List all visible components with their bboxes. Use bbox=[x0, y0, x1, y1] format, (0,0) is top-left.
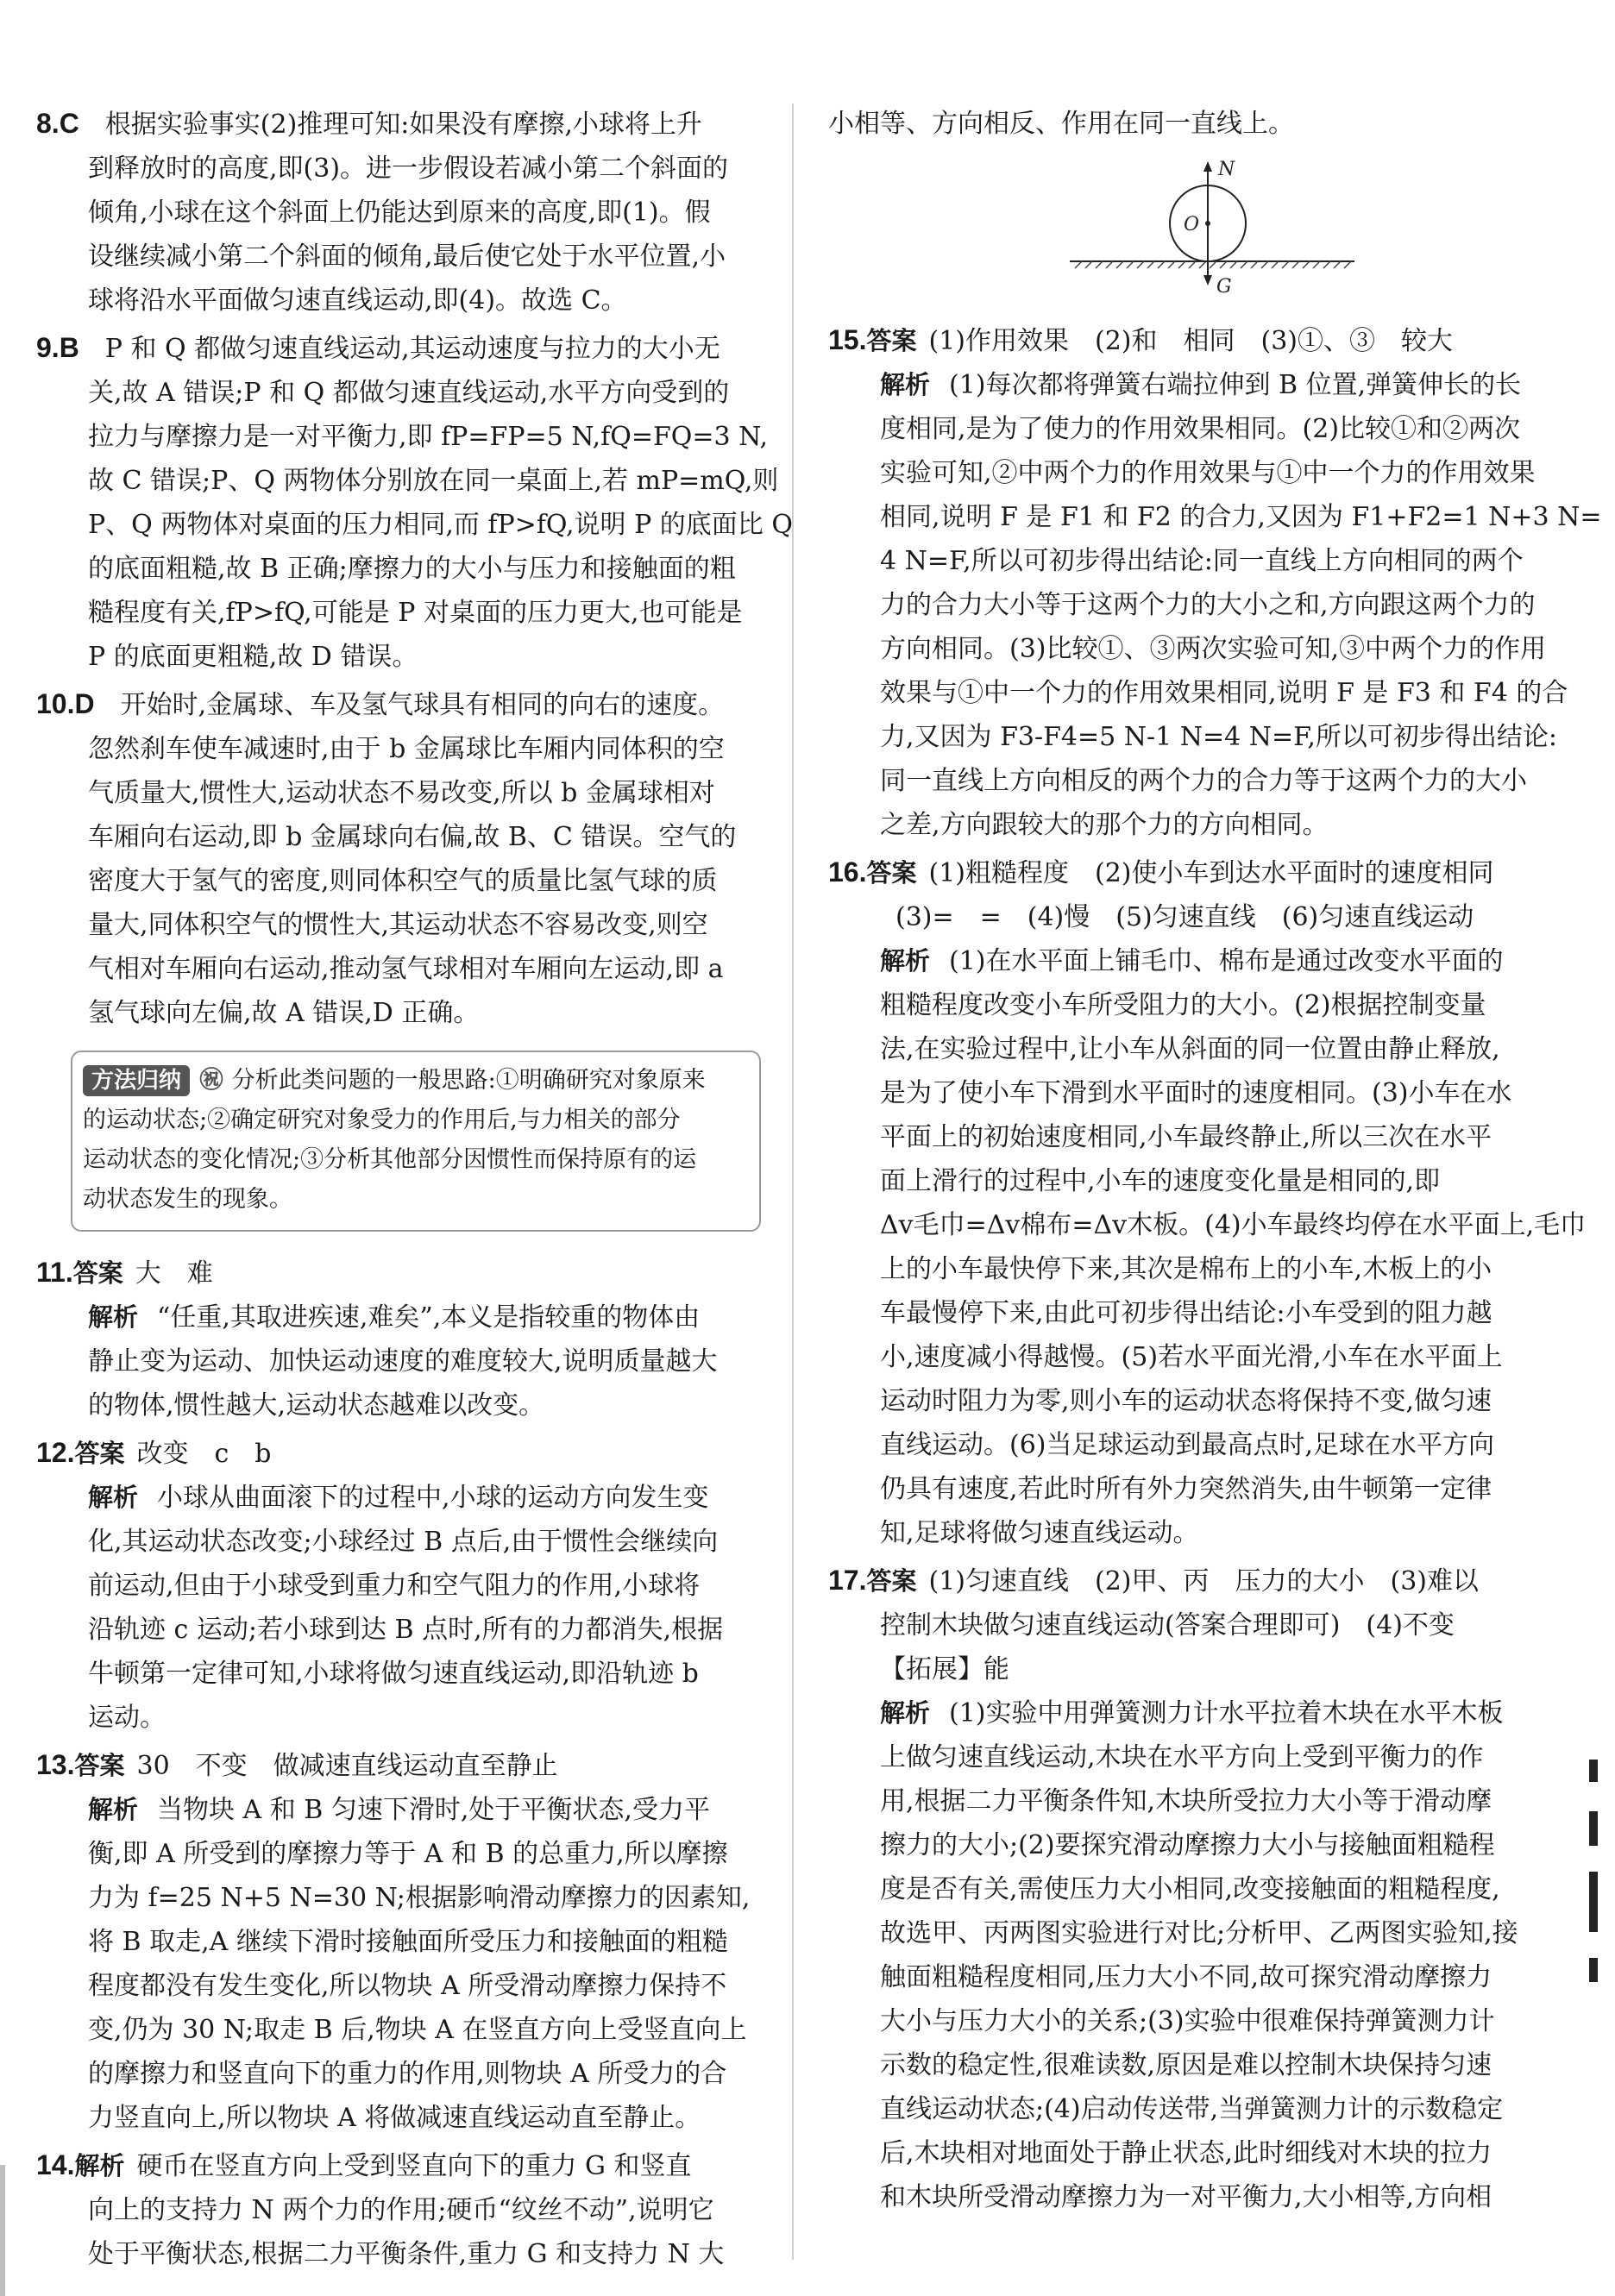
answer-tag: 答案 bbox=[866, 326, 917, 355]
explanation-line: 运动时阻力为零,则小车的运动状态将保持不变,做匀速 bbox=[880, 1386, 1492, 1416]
extension-answer: 【拓展】能 bbox=[880, 1654, 1009, 1684]
answer-text: 30 不变 做减速直线运动直至静止 bbox=[136, 1751, 558, 1781]
explanation-line: 程度都没有发生变化,所以物块 A 所受滑动摩擦力保持不 bbox=[88, 1971, 727, 2001]
explanation-line: 同一直线上方向相反的两个力的合力等于这两个力的大小 bbox=[880, 766, 1527, 796]
explanation-line: 化,其运动状态改变;小球经过 B 点后,由于惯性会继续向 bbox=[88, 1527, 719, 1557]
explanation-line: 触面粗糙程度相同,压力大小不同,故可探究滑动摩擦力 bbox=[880, 1962, 1492, 1992]
explanation-line: 开始时,金属球、车及氢气球具有相同的向右的速度。 bbox=[120, 690, 725, 720]
explanation-line: 后,木块相对地面处于静止状态,此时细线对木块的拉力 bbox=[880, 2138, 1492, 2168]
answer-entry-9 bbox=[36, 326, 793, 679]
analysis-tag: 解析 bbox=[88, 1302, 139, 1332]
explanation-line: 上的小车最快停下来,其次是棉布上的小车,木板上的小 bbox=[880, 1254, 1492, 1284]
answer-tag: 答案 bbox=[74, 1439, 125, 1468]
left-column bbox=[36, 102, 793, 2280]
explanation-line: 力的合力大小等于这两个力的大小之和,方向跟这两个力的 bbox=[880, 590, 1536, 620]
question-number: 10.D bbox=[36, 688, 95, 719]
label-O: O bbox=[1184, 214, 1200, 235]
method-summary-box bbox=[71, 1051, 761, 1232]
answer-text: 控制木块做匀速直线运动(答案合理即可) (4)不变 bbox=[880, 1610, 1455, 1640]
explanation-line: 球将沿水平面做匀速直线运动,即(4)。故选 C。 bbox=[88, 285, 627, 316]
explanation-line: P 的底面更粗糙,故 D 错误。 bbox=[88, 642, 418, 672]
explanation-line: 密度大于氢气的密度,则同体积空气的质量比氢气球的质 bbox=[88, 866, 718, 896]
explanation-line: (1)每次都将弹簧右端拉伸到 B 位置,弹簧伸长的长 bbox=[949, 370, 1522, 400]
question-number: 13. bbox=[36, 1749, 75, 1780]
explanation-line: 拉力与摩擦力是一对平衡力,即 fP=FP=5 N,fQ=FQ=3 N, bbox=[88, 422, 768, 452]
answer-text: (1)匀速直线 (2)甲、丙 压力的大小 (3)难以 bbox=[928, 1566, 1479, 1597]
explanation-line: 气质量大,惯性大,运动状态不易改变,所以 b 金属球相对 bbox=[88, 778, 715, 808]
method-summary-icon: ㊗ bbox=[199, 1067, 223, 1094]
explanation-line: “任重,其取进疾速,难矣”,本义是指较重的物体由 bbox=[157, 1302, 701, 1333]
explanation-line: P 和 Q 都做匀速直线运动,其运动速度与拉力的大小无 bbox=[104, 334, 720, 364]
analysis-tag: 解析 bbox=[880, 946, 931, 975]
answer-entry-16 bbox=[828, 850, 1587, 1555]
answer-entry-15 bbox=[828, 318, 1602, 847]
question-number: 14. bbox=[36, 2149, 75, 2180]
answer-entry-12 bbox=[36, 1431, 763, 1740]
force-diagram bbox=[828, 156, 1544, 311]
explanation-line: 运动。 bbox=[88, 1703, 166, 1733]
explanation-line: 关,故 A 错误;P 和 Q 都做匀速直线运动,水平方向受到的 bbox=[88, 378, 730, 408]
method-line: 动状态发生的现象。 bbox=[83, 1186, 292, 1213]
explanation-line: 方向相同。(3)比较①、③两次实验可知,③中两个力的作用 bbox=[880, 634, 1547, 664]
question-number: 16. bbox=[828, 856, 867, 888]
method-line: 运动状态的变化情况;③分析其他部分因惯性而保持原有的运 bbox=[83, 1146, 697, 1173]
explanation-line: 是为了使小车下滑到水平面时的速度相同。(3)小车在水 bbox=[880, 1078, 1512, 1108]
explanation-line: 面上滑行的过程中,小车的速度变化量是相同的,即 bbox=[880, 1166, 1441, 1196]
page-edge-marks bbox=[1589, 1760, 1601, 2036]
answer-entry-14 bbox=[36, 2143, 763, 2276]
explanation-line: 知,足球将做匀速直线运动。 bbox=[880, 1518, 1199, 1548]
explanation-line: P、Q 两物体对桌面的压力相同,而 fP>fQ,说明 P 的底面比 Q bbox=[88, 510, 793, 540]
explanation-line: 的物体,惯性越大,运动状态越难以改变。 bbox=[88, 1390, 545, 1421]
explanation-line: 相同,说明 F 是 F1 和 F2 的合力,又因为 F1+F2=1 N+3 N= bbox=[880, 502, 1602, 532]
scan-edge bbox=[0, 2165, 5, 2296]
gravity-arrowhead bbox=[1203, 275, 1212, 285]
answer-entry-13 bbox=[36, 1743, 763, 2140]
answer-text: (1)粗糙程度 (2)使小车到达水平面时的速度相同 bbox=[928, 858, 1494, 888]
analysis-tag: 解析 bbox=[880, 370, 931, 399]
explanation-line: (1)实验中用弹簧测力计水平拉着木块在水平木板 bbox=[949, 1698, 1504, 1728]
explanation-line: 直线运动状态;(4)启动传送带,当弹簧测力计的示数稳定 bbox=[880, 2094, 1504, 2124]
method-summary-label: 方法归纳 bbox=[83, 1065, 190, 1096]
question-number: 11. bbox=[36, 1257, 73, 1288]
explanation-line: 和木块所受滑动摩擦力为一对平衡力,大小相等,方向相 bbox=[880, 2182, 1492, 2212]
explanation-line: 量大,同体积空气的惯性大,其运动状态不容易改变,则空 bbox=[88, 910, 708, 940]
explanation-line: 示数的稳定性,很难读数,原因是难以控制木块保持匀速 bbox=[880, 2050, 1492, 2080]
answer-text: (1)作用效果 (2)和 相同 (3)①、③ 较大 bbox=[928, 326, 1453, 356]
answer-tag: 答案 bbox=[866, 1566, 917, 1596]
explanation-line: 车最慢停下来,由此可初步得出结论:小车受到的阻力越 bbox=[880, 1298, 1492, 1328]
explanation-line: 变,仍为 30 N;取走 B 后,物块 A 在竖直方向上受竖直向上 bbox=[88, 2015, 747, 2045]
answer-tag: 答案 bbox=[74, 1751, 125, 1780]
explanation-line: 气相对车厢向右运动,推动氢气球相对车厢向左运动,即 a bbox=[88, 954, 724, 984]
explanation-line: 衡,即 A 所受到的摩擦力等于 A 和 B 的总重力,所以摩擦 bbox=[88, 1839, 728, 1869]
explanation-line: 实验可知,②中两个力的作用效果与①中一个力的作用效果 bbox=[880, 458, 1536, 488]
explanation-line: 大小与压力大小的关系;(3)实验中很难保持弹簧测力计 bbox=[880, 2006, 1495, 2036]
explanation-line: 氢气球向左偏,故 A 错误,D 正确。 bbox=[88, 998, 480, 1028]
answer-entry-17 bbox=[828, 1559, 1544, 2219]
label-N: N bbox=[1218, 159, 1235, 180]
explanation-line: 4 N=F,所以可初步得出结论:同一直线上方向相同的两个 bbox=[880, 546, 1524, 576]
explanation-line: 车厢向右运动,即 b 金属球向右偏,故 B、C 错误。空气的 bbox=[88, 822, 737, 852]
explanation-line: 倾角,小球在这个斜面上仍能达到原来的高度,即(1)。假 bbox=[88, 198, 711, 228]
force-diagram-svg bbox=[1053, 156, 1363, 311]
explanation-line: 小相等、方向相反、作用在同一直线上。 bbox=[828, 109, 1294, 139]
explanation-line: 直线运动。(6)当足球运动到最高点时,足球在水平方向 bbox=[880, 1430, 1495, 1460]
explanation-line: 糙程度有关,fP>fQ,可能是 P 对桌面的压力更大,也可能是 bbox=[88, 598, 743, 628]
explanation-line: 擦力的大小;(2)要探究滑动摩擦力大小与接触面粗糙程 bbox=[880, 1830, 1495, 1860]
answer-entry-10 bbox=[36, 682, 763, 1035]
question-number: 8.C bbox=[36, 108, 79, 139]
explanation-line: 平面上的初始速度相同,小车最终静止,所以三次在水平 bbox=[880, 1122, 1492, 1152]
answer-tag: 答案 bbox=[866, 858, 917, 888]
explanation-line: 将 B 取走,A 继续下滑时接触面所受压力和接触面的粗糙 bbox=[88, 1927, 728, 1957]
column-divider bbox=[792, 104, 794, 2260]
question-number: 15. bbox=[828, 324, 867, 355]
answer-entry-8 bbox=[36, 102, 763, 323]
explanation-line: (1)在水平面上铺毛巾、棉布是通过改变水平面的 bbox=[949, 946, 1504, 976]
explanation-line: 忽然刹车使车减速时,由于 b 金属球比车厢内同体积的空 bbox=[88, 734, 725, 764]
analysis-tag: 解析 bbox=[88, 1795, 139, 1824]
method-line: 的运动状态;②确定研究对象受力的作用后,与力相关的部分 bbox=[83, 1107, 681, 1133]
analysis-tag: 解析 bbox=[880, 1698, 931, 1728]
explanation-line: 的底面粗糙,故 B 正确;摩擦力的大小与压力和接触面的粗 bbox=[88, 554, 736, 584]
answer-text: 改变 c b bbox=[136, 1439, 272, 1469]
right-column bbox=[828, 102, 1602, 2223]
explanation-line: 沿轨迹 c 运动;若小球到达 B 点时,所有的力都消失,根据 bbox=[88, 1615, 724, 1645]
question-number: 12. bbox=[36, 1437, 75, 1468]
explanation-line: 力为 f=25 N+5 N=30 N;根据影响滑动摩擦力的因素知, bbox=[88, 1883, 751, 1913]
explanation-line: 设继续减小第二个斜面的倾角,最后使它处于水平位置,小 bbox=[88, 242, 726, 272]
explanation-line: 静止变为运动、加快运动速度的难度较大,说明质量越大 bbox=[88, 1346, 718, 1377]
explanation-line: 故选甲、丙两图实验进行对比;分析甲、乙两图实验知,接 bbox=[880, 1918, 1518, 1948]
explanation-line: 的摩擦力和竖直向下的重力的作用,则物块 A 所受力的合 bbox=[88, 2059, 727, 2089]
answer-entry-11 bbox=[36, 1251, 763, 1427]
explanation-line: 度相同,是为了使力的作用效果相同。(2)比较①和②两次 bbox=[880, 414, 1521, 444]
explanation-line: 向上的支持力 N 两个力的作用;硬币“纹丝不动”,说明它 bbox=[88, 2195, 714, 2225]
question-number: 17. bbox=[828, 1565, 867, 1596]
explanation-line: 当物块 A 和 B 匀速下滑时,处于平衡状态,受力平 bbox=[157, 1795, 710, 1825]
explanation-line: 根据实验事实(2)推理可知:如果没有摩擦,小球将上升 bbox=[104, 110, 702, 140]
question-number: 9.B bbox=[36, 332, 79, 363]
answer-text: (3)= = (4)慢 (5)匀速直线 (6)匀速直线运动 bbox=[895, 902, 1474, 932]
explanation-line: 小球从曲面滚下的过程中,小球的运动方向发生变 bbox=[157, 1483, 709, 1513]
explanation-line: 力,又因为 F3-F4=5 N-1 N=4 N=F,所以可初步得出结论: bbox=[880, 722, 1557, 752]
explanation-line: 法,在实验过程中,让小车从斜面的同一位置由静止释放, bbox=[880, 1034, 1500, 1064]
explanation-line: Δv毛巾=Δv棉布=Δv木板。(4)小车最终均停在水平面上,毛巾 bbox=[880, 1210, 1587, 1240]
explanation-line: 处于平衡状态,根据二力平衡条件,重力 G 和支持力 N 大 bbox=[88, 2239, 725, 2269]
label-G: G bbox=[1216, 276, 1232, 298]
ground-hatching bbox=[1075, 261, 1351, 268]
answer-text: 大 难 bbox=[135, 1258, 213, 1289]
explanation-line: 上做匀速直线运动,木块在水平方向上受到平衡力的作 bbox=[880, 1742, 1484, 1772]
explanation-line: 故 C 错误;P、Q 两物体分别放在同一桌面上,若 mP=mQ,则 bbox=[88, 466, 779, 496]
answer-tag: 答案 bbox=[72, 1258, 123, 1288]
analysis-tag: 解析 bbox=[74, 2151, 125, 2180]
method-line: 分析此类问题的一般思路:①明确研究对象原来 bbox=[231, 1067, 706, 1094]
explanation-line: 到释放时的高度,即(3)。进一步假设若减小第二个斜面的 bbox=[88, 154, 729, 184]
explanation-line: 粗糙程度改变小车所受阻力的大小。(2)根据控制变量 bbox=[880, 990, 1486, 1020]
explanation-line: 硬币在竖直方向上受到竖直向下的重力 G 和竖直 bbox=[136, 2151, 692, 2181]
explanation-line: 用,根据二力平衡条件知,木块所受拉力大小等于滑动摩 bbox=[880, 1786, 1492, 1816]
explanation-line: 牛顿第一定律可知,小球将做匀速直线运动,即沿轨迹 b bbox=[88, 1659, 699, 1689]
normal-force-arrowhead bbox=[1203, 161, 1212, 172]
explanation-line: 小,速度减小得越慢。(5)若水平面光滑,小车在水平面上 bbox=[880, 1342, 1503, 1372]
explanation-line: 效果与①中一个力的作用效果相同,说明 F 是 F3 和 F4 的合 bbox=[880, 678, 1568, 708]
explanation-line: 之差,方向跟较大的那个力的方向相同。 bbox=[880, 810, 1329, 840]
analysis-tag: 解析 bbox=[88, 1483, 139, 1512]
explanation-line: 力竖直向上,所以物块 A 将做减速直线运动直至静止。 bbox=[88, 2103, 701, 2133]
explanation-line: 度是否有关,需使压力大小相同,改变接触面的粗糙程度, bbox=[880, 1874, 1500, 1904]
explanation-line: 前运动,但由于小球受到重力和空气阻力的作用,小球将 bbox=[88, 1571, 701, 1601]
continuation-entry-14 bbox=[828, 102, 1544, 146]
explanation-line: 仍具有速度,若此时所有外力突然消失,由牛顿第一定律 bbox=[880, 1474, 1492, 1504]
